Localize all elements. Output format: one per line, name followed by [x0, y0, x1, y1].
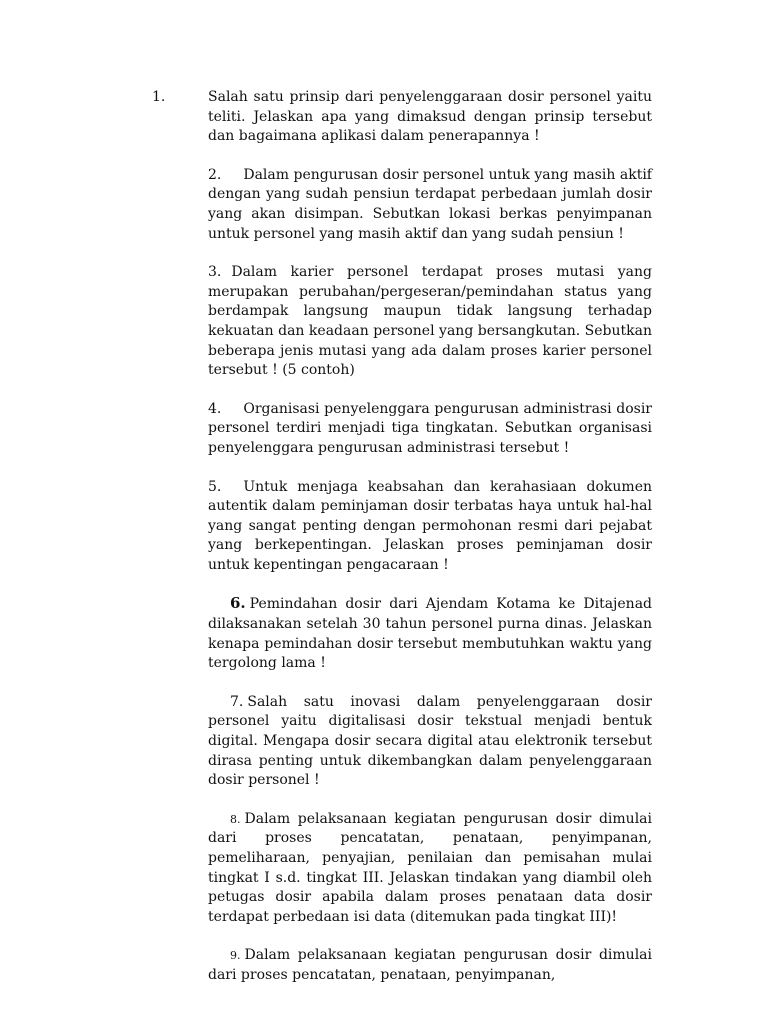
question-6-text: Pemindahan dosir dari Ajendam Kotama ke Ditajenad dilaksanakan setelah 30 tahun personel purna dinas. Jelaskan kenapa pemindahan dosir tersebut membutuhkan waktu yang tergolong lama !	[208, 596, 652, 672]
question-7-number: 7.	[230, 693, 244, 710]
question-9-text: Dalam pelaksanaan kegiatan pengurusan dosir dimulai dari proses pencatatan, penataan, penyimpanan,	[208, 947, 652, 983]
question-9	[208, 946, 652, 985]
question-1-number: 1.	[152, 89, 166, 105]
question-2-number: 2.	[208, 166, 222, 183]
question-5-text: Untuk menjaga keabsahan dan kerahasiaan dokumen autentik dalam peminjaman dosir terbatas haya untuk hal-hal yang sangat penting dengan permohonan resmi dari pejabat yang berkepentingan. Jelaskan proses peminjaman dosir untuk kepentingan pengacaraan !	[208, 478, 652, 573]
question-7	[208, 693, 652, 791]
question-4-text: Organisasi penyelenggara pengurusan administrasi dosir personel terdiri menjadi tiga tingkatan. Sebutkan organisasi penyelenggara pengurusan administrasi tersebut !	[208, 400, 652, 456]
question-7-text: Salah satu inovasi dalam penyelenggaraan dosir personel yaitu digitalisasi dosir tekstual menjadi bentuk digital. Mengapa dosir secara digital atau elektronik tersebut dirasa penting untuk dikembangkan dalam penyelenggaraan dosir personel !	[208, 693, 652, 789]
question-3-number: 3.	[208, 264, 222, 281]
question-5	[208, 478, 652, 576]
question-1-text: Salah satu prinsip dari penyelenggaraan dosir personel yaitu teliti. Jelaskan apa yang dimaksud dengan prinsip tersebut dan bagaimana aplikasi dalam penerapannya !	[208, 89, 652, 145]
question-list	[208, 88, 652, 986]
question-1	[208, 88, 652, 147]
question-9-number: 9.	[230, 949, 241, 963]
question-5-number: 5.	[208, 478, 222, 495]
question-8	[208, 810, 652, 928]
question-8-text: Dalam pelaksanaan kegiatan pengurusan dosir dimulai dari proses pencatatan, penataan, penyimpanan, pemeliharaan, penyajian, penilaian dan pemisahan mulai tingkat I s.d. tingkat III. Jelaskan tindakan yang diambil oleh petugas dosir apabila dalam proses penataan data dosir terdapat perbedaan isi data (ditemukan pada tingkat III)!	[208, 810, 652, 925]
question-3	[208, 263, 652, 381]
question-3-text: Dalam karier personel terdapat proses mutasi yang merupakan perubahan/pergeseran/pemindahan status yang berdampak langsung maupun tidak langsung terhadap kekuatan dan keadaan personel yang bersangkutan. Sebutkan beberapa jenis mutasi yang ada dalam proses karier personel tersebut ! (5 contoh)	[208, 264, 652, 379]
question-2	[208, 166, 652, 244]
question-4	[208, 400, 652, 459]
question-6-number: 6.	[230, 594, 246, 613]
question-2-text: Dalam pengurusan dosir personel untuk yang masih aktif dengan yang sudah pensiun terdapat perbedaan jumlah dosir yang akan disimpan. Sebutkan lokasi berkas penyimpanan untuk personel yang masih aktif dan yang sudah pensiun !	[208, 166, 652, 242]
question-6	[208, 594, 652, 673]
question-8-number: 8.	[230, 812, 241, 826]
question-4-number: 4.	[208, 400, 222, 417]
